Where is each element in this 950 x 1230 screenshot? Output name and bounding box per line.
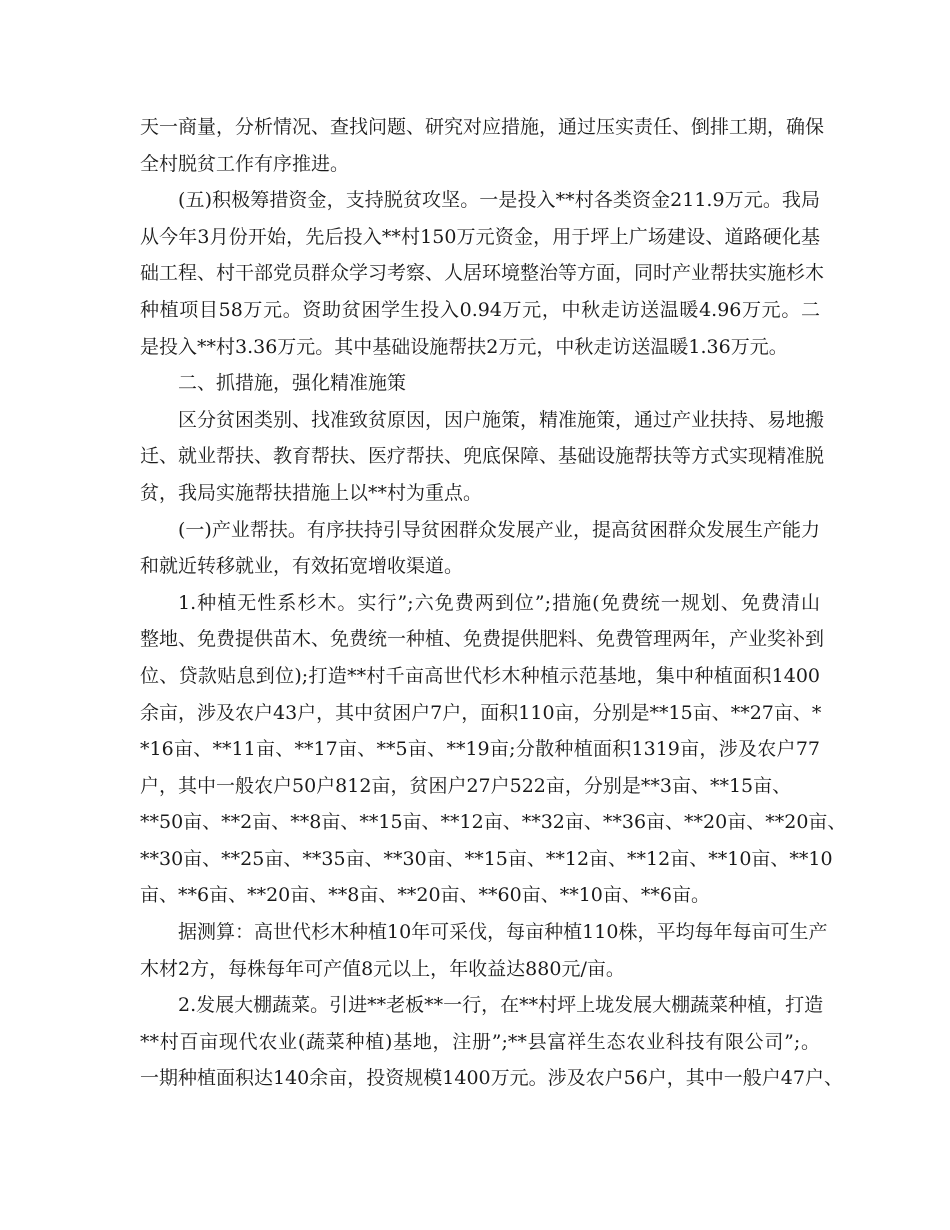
text-line: 二、抓措施，强化精准施策 <box>178 372 407 395</box>
text-line: **30亩、**25亩、**35亩、**30亩、**15亩、**12亩、**12亩、**10亩、**10 <box>140 847 833 870</box>
text-line: (五)积极筹措资金，支持脱贫攻坚。一是投入**村各类资金211.9万元。我局 <box>178 189 820 212</box>
text-line: **村百亩现代农业(蔬菜种植)基地，注册”;**县富祥生态农业科技有限公司”;。 <box>140 1030 820 1053</box>
text-line: *16亩、**11亩、**17亩、**5亩、**19亩;分散种植面积1319亩，涉及农户77 <box>140 738 820 761</box>
text-line: 种植项目58万元。资助贫困学生投入0.94万元，中秋走访送温暖4.96万元。二 <box>140 298 820 321</box>
text-line: 一期种植面积达140余亩，投资规模1400万元。涉及农户56户，其中一般户47户、 <box>140 1067 843 1090</box>
text-line: 户，其中一般农户50户812亩，贫困户27户522亩，分别是**3亩、**15亩、 <box>140 774 792 797</box>
text-line: 2.发展大棚蔬菜。引进**老板**一行，在**村坪上垅发展大棚蔬菜种植，打造 <box>178 994 824 1017</box>
text-line: 础工程、村干部党员群众学习考察、人居环境整治等方面，同时产业帮扶实施杉木 <box>140 262 825 285</box>
text-line: 亩、**6亩、**20亩、**8亩、**20亩、**60亩、**10亩、**6亩。 <box>140 884 710 907</box>
text-line: 1.种植无性系杉木。实行”;六免费两到位”;措施(免费统一规划、免费清山 <box>178 591 820 614</box>
text-line: 从今年3月份开始，先后投入**村150万元资金，用于坪上广场建设、道路硬化基 <box>140 225 820 248</box>
text-line: 位、贷款贴息到位);打造**村千亩高世代杉木种植示范基地，集中种植面积1400 <box>140 664 820 687</box>
text-line: 余亩，涉及农户43户，其中贫困户7户，面积110亩，分别是**15亩、**27亩、* <box>140 701 822 724</box>
text-line: 迁、就业帮扶、教育帮扶、医疗帮扶、兜底保障、基础设施帮扶等方式实现精准脱 <box>140 445 825 468</box>
text-line: 是投入**村3.36万元。其中基础设施帮扶2万元，中秋走访送温暖1.36万元。 <box>140 335 788 358</box>
text-line: **50亩、**2亩、**8亩、**15亩、**12亩、**32亩、**36亩、**20亩、**20亩、 <box>140 811 847 834</box>
text-line: 据测算：高世代杉木种植10年可采伐，每亩种植110株，平均每年每亩可生产 <box>178 921 828 944</box>
text-line: 天一商量，分析情况、查找问题、研究对应措施，通过压实责任、倒排工期，确保 <box>140 116 825 138</box>
text-line: (一)产业帮扶。有序扶持引导贫困群众发展产业，提高贫困群众发展生产能力 <box>178 518 820 541</box>
text-line: 区分贫困类别、找准致贫原因，因户施策，精准施策，通过产业扶持、易地搬 <box>178 408 825 431</box>
text-line: 木材2方，每株每年可产值8元以上，年收益达880元/亩。 <box>140 957 625 980</box>
text-line: 整地、免费提供苗木、免费统一种植、免费提供肥料、免费管理两年，产业奖补到 <box>140 628 825 651</box>
text-line: 贫，我局实施帮扶措施上以**村为重点。 <box>140 481 483 504</box>
text-line: 全村脱贫工作有序推进。 <box>140 152 350 175</box>
document-body <box>140 109 847 1097</box>
text-line: 和就近转移就业，有效拓宽增收渠道。 <box>140 555 464 578</box>
